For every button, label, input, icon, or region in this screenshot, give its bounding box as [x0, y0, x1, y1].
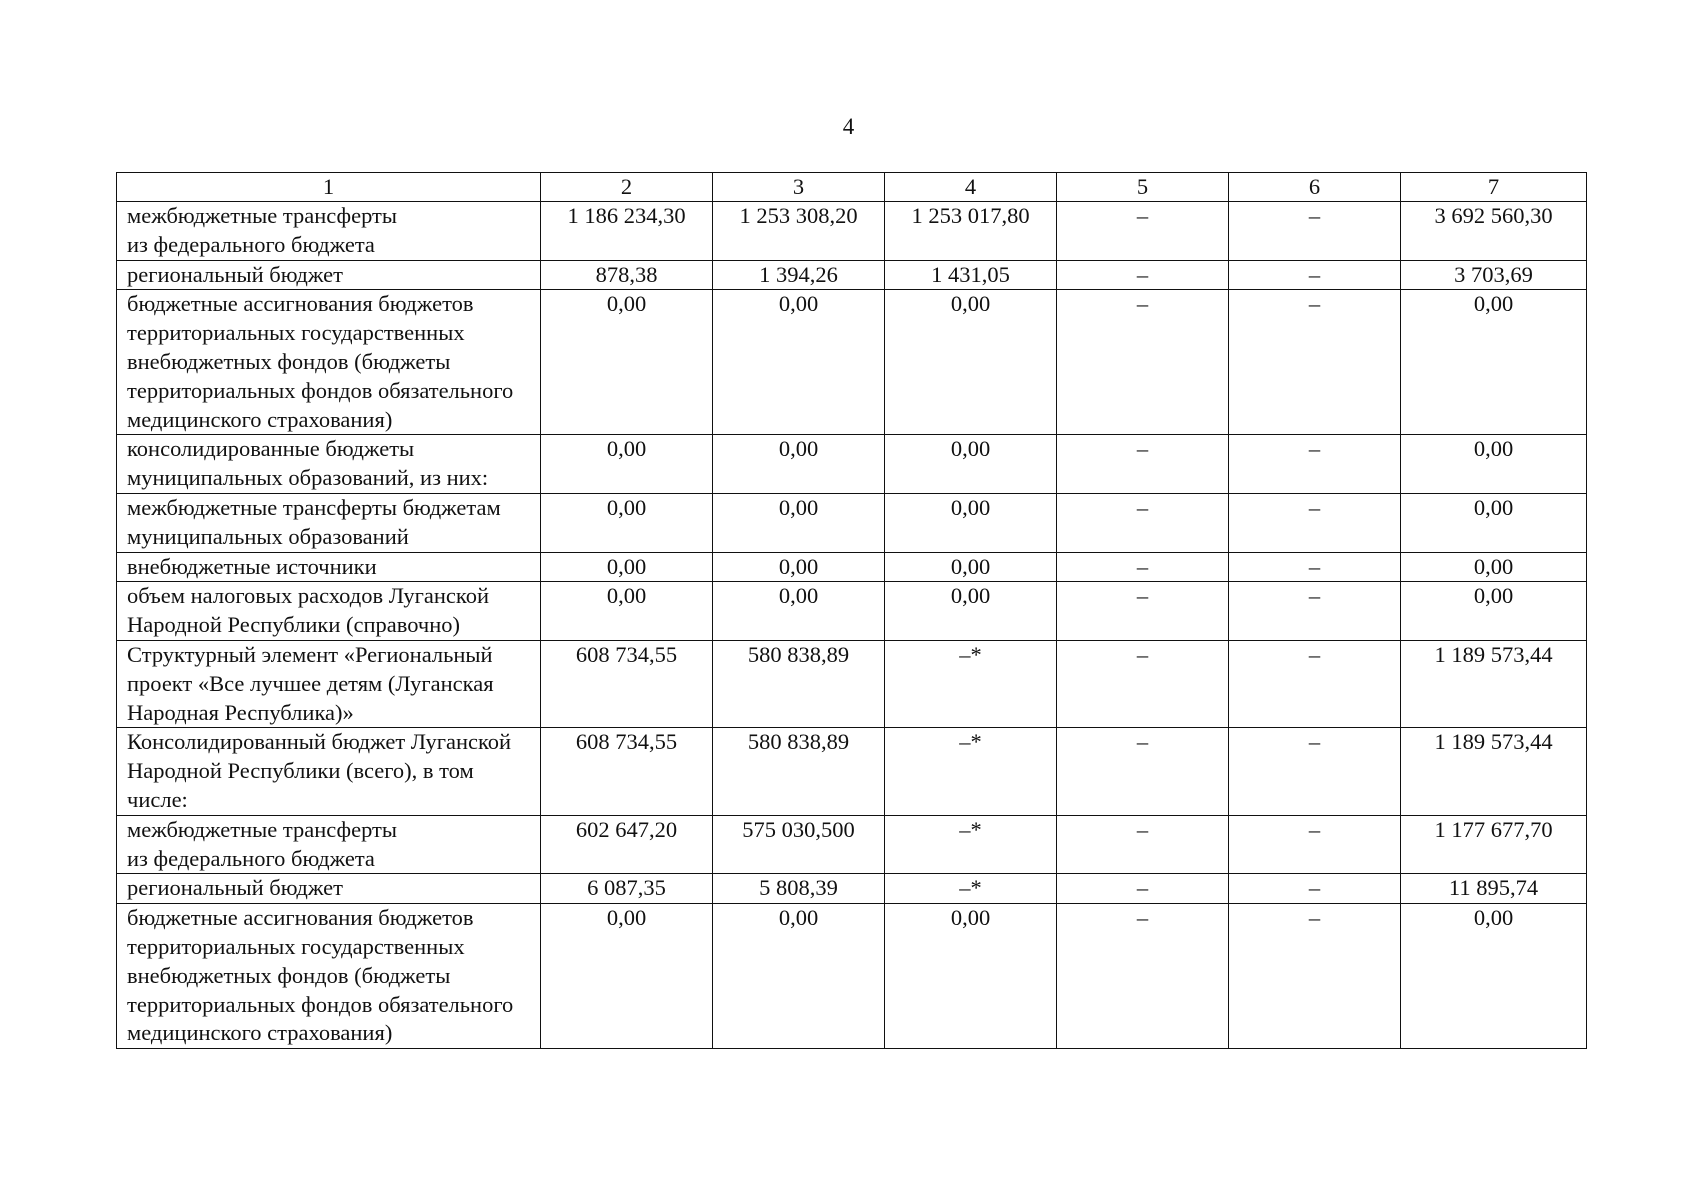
table-header-row [117, 173, 1587, 202]
table-row [117, 874, 1587, 904]
cell-col-6: – [1229, 435, 1401, 494]
cell-col-3: 1 253 308,20 [713, 202, 885, 261]
cell-col-5: – [1057, 904, 1229, 1049]
cell-col-5: – [1057, 552, 1229, 582]
cell-col-2: 6 087,35 [541, 874, 713, 904]
cell-col-4: –* [885, 874, 1057, 904]
cell-col-7: 1 177 677,70 [1401, 815, 1587, 874]
column-header-1: 1 [117, 173, 541, 202]
cell-col-3: 0,00 [713, 904, 885, 1049]
cell-col-7: 0,00 [1401, 493, 1587, 552]
cell-col-7: 1 189 573,44 [1401, 728, 1587, 815]
cell-col-3: 575 030,500 [713, 815, 885, 874]
row-label: региональный бюджет [117, 260, 541, 290]
cell-col-4: –* [885, 728, 1057, 815]
cell-col-3: 580 838,89 [713, 728, 885, 815]
cell-col-7: 0,00 [1401, 552, 1587, 582]
row-label: Структурный элемент «Региональный проект «Все лучшее детям (Луганская Народная Республика)» [117, 640, 541, 727]
cell-col-6: – [1229, 552, 1401, 582]
table-row [117, 435, 1587, 494]
cell-col-7: 0,00 [1401, 582, 1587, 641]
page-number: 4 [842, 114, 855, 139]
cell-col-3: 0,00 [713, 582, 885, 641]
cell-col-4: 0,00 [885, 582, 1057, 641]
cell-col-4: 0,00 [885, 904, 1057, 1049]
row-label: консолидированные бюджеты муниципальных образований, из них: [117, 435, 541, 494]
table-row [117, 815, 1587, 874]
table-row [117, 904, 1587, 1049]
column-header-6: 6 [1229, 173, 1401, 202]
cell-col-5: – [1057, 582, 1229, 641]
cell-col-6: – [1229, 640, 1401, 727]
cell-col-6: – [1229, 493, 1401, 552]
cell-col-3: 0,00 [713, 290, 885, 435]
cell-col-2: 0,00 [541, 904, 713, 1049]
row-label: объем налоговых расходов Луганской Народной Республики (справочно) [117, 582, 541, 641]
cell-col-6: – [1229, 582, 1401, 641]
cell-col-7: 0,00 [1401, 290, 1587, 435]
cell-col-2: 0,00 [541, 552, 713, 582]
cell-col-7: 3 703,69 [1401, 260, 1587, 290]
cell-col-7: 0,00 [1401, 435, 1587, 494]
cell-col-4: 0,00 [885, 435, 1057, 494]
column-header-3: 3 [713, 173, 885, 202]
row-label: бюджетные ассигнования бюджетов территориальных государственных внебюджетных фондов (бюджеты территориальных фондов обязательного медицинского страхования) [117, 290, 541, 435]
column-header-4: 4 [885, 173, 1057, 202]
cell-col-3: 580 838,89 [713, 640, 885, 727]
cell-col-4: –* [885, 640, 1057, 727]
cell-col-2: 608 734,55 [541, 640, 713, 727]
cell-col-5: – [1057, 202, 1229, 261]
cell-col-3: 0,00 [713, 552, 885, 582]
cell-col-4: 1 253 017,80 [885, 202, 1057, 261]
table-row [117, 640, 1587, 727]
cell-col-7: 0,00 [1401, 904, 1587, 1049]
cell-col-5: – [1057, 874, 1229, 904]
budget-table [116, 172, 1587, 1049]
cell-col-5: – [1057, 815, 1229, 874]
row-label: бюджетные ассигнования бюджетов территориальных государственных внебюджетных фондов (бюджеты территориальных фондов обязательного медицинского страхования) [117, 904, 541, 1049]
cell-col-3: 5 808,39 [713, 874, 885, 904]
cell-col-5: – [1057, 290, 1229, 435]
cell-col-5: – [1057, 260, 1229, 290]
cell-col-7: 3 692 560,30 [1401, 202, 1587, 261]
cell-col-4: 0,00 [885, 290, 1057, 435]
cell-col-4: –* [885, 815, 1057, 874]
cell-col-4: 1 431,05 [885, 260, 1057, 290]
cell-col-7: 11 895,74 [1401, 874, 1587, 904]
cell-col-3: 0,00 [713, 435, 885, 494]
column-header-5: 5 [1057, 173, 1229, 202]
cell-col-6: – [1229, 290, 1401, 435]
row-label: межбюджетные трансферты бюджетам муниципальных образований [117, 493, 541, 552]
cell-col-2: 0,00 [541, 435, 713, 494]
table-row [117, 728, 1587, 815]
cell-col-2: 0,00 [541, 290, 713, 435]
row-label: межбюджетные трансферты из федерального бюджета [117, 815, 541, 874]
cell-col-5: – [1057, 435, 1229, 494]
cell-col-6: – [1229, 728, 1401, 815]
cell-col-2: 1 186 234,30 [541, 202, 713, 261]
cell-col-4: 0,00 [885, 552, 1057, 582]
cell-col-5: – [1057, 493, 1229, 552]
cell-col-5: – [1057, 640, 1229, 727]
cell-col-6: – [1229, 874, 1401, 904]
row-label: региональный бюджет [117, 874, 541, 904]
table-row [117, 582, 1587, 641]
cell-col-6: – [1229, 904, 1401, 1049]
cell-col-3: 0,00 [713, 493, 885, 552]
cell-col-2: 608 734,55 [541, 728, 713, 815]
column-header-2: 2 [541, 173, 713, 202]
cell-col-2: 0,00 [541, 493, 713, 552]
cell-col-4: 0,00 [885, 493, 1057, 552]
table-row [117, 290, 1587, 435]
table-row [117, 493, 1587, 552]
row-label: межбюджетные трансферты из федерального бюджета [117, 202, 541, 261]
cell-col-3: 1 394,26 [713, 260, 885, 290]
cell-col-7: 1 189 573,44 [1401, 640, 1587, 727]
cell-col-2: 602 647,20 [541, 815, 713, 874]
cell-col-6: – [1229, 202, 1401, 261]
table-body [117, 202, 1587, 1049]
table-row [117, 260, 1587, 290]
table-row [117, 202, 1587, 261]
cell-col-6: – [1229, 260, 1401, 290]
column-header-7: 7 [1401, 173, 1587, 202]
row-label: внебюджетные источники [117, 552, 541, 582]
cell-col-2: 878,38 [541, 260, 713, 290]
table-row [117, 552, 1587, 582]
cell-col-6: – [1229, 815, 1401, 874]
row-label: Консолидированный бюджет Луганской Народной Республики (всего), в том числе: [117, 728, 541, 815]
cell-col-5: – [1057, 728, 1229, 815]
cell-col-2: 0,00 [541, 582, 713, 641]
